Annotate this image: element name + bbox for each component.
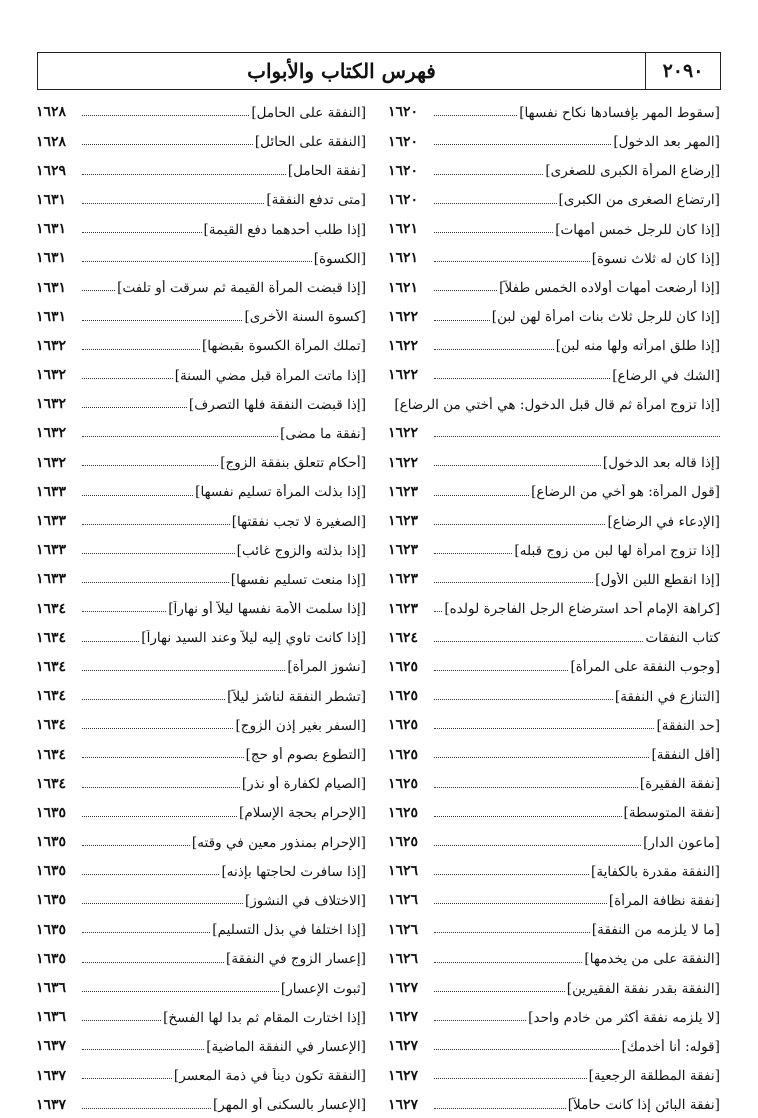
entry-title: [تملك المرأة الكسوة بقبضها] [201, 338, 366, 355]
index-entry [388, 680, 720, 709]
index-entry [388, 1001, 720, 1030]
entry-title: [قوله: أنا أخدمك] [621, 1038, 720, 1055]
entry-page-number: ١٦٣١ [36, 279, 67, 296]
entry-title: [إذا انقطع اللبن الأول] [595, 571, 720, 588]
index-entry [36, 96, 366, 125]
index-entry [388, 388, 720, 417]
entry-page-number: ١٦٣١ [36, 308, 67, 325]
entry-page-number: ١٦٣١ [36, 221, 67, 238]
entry-title: [إعسار الزوج في النفقة] [226, 951, 366, 968]
dot-leader [82, 874, 219, 875]
entry-title: [إذا سافرت لحاجتها بإذنه] [221, 863, 366, 880]
entry-page-number: ١٦٢٥ [388, 746, 419, 763]
entry-title: [إذا منعت تسليم نفسها] [230, 571, 366, 588]
entry-page-number: ١٦٢٨ [36, 104, 67, 121]
dot-leader [434, 670, 568, 671]
index-entry [388, 300, 720, 329]
index-entry [36, 680, 366, 709]
dot-leader [434, 232, 553, 233]
dot-leader [82, 553, 235, 554]
dot-leader [434, 465, 601, 466]
index-entry [388, 709, 720, 738]
index-entry [388, 563, 720, 592]
entry-title: [النفقة بقدر نفقة الفقيرين] [566, 980, 720, 997]
dot-leader [82, 670, 285, 671]
entry-title: [التنازع في النفقة] [614, 688, 720, 705]
dot-leader [82, 699, 225, 700]
entry-page-number: ١٦٣٧ [36, 1038, 67, 1055]
index-entry [388, 417, 720, 446]
dot-leader [82, 903, 243, 904]
entry-page-number: ١٦٣٤ [36, 775, 67, 792]
index-entry [36, 184, 366, 213]
dot-leader [82, 495, 193, 496]
dot-leader [82, 407, 187, 408]
index-entry [36, 534, 366, 563]
entry-title: [الاختلاف في النشوز] [244, 892, 366, 909]
entry-title: [قول المرأة: هو أخي من الرضاع] [531, 484, 720, 501]
entry-title: [الصيام لكفارة أو نذر] [241, 776, 366, 793]
entry-page-number: ١٦٢٦ [388, 921, 419, 938]
entry-title: [نفقة المطلقة الرجعية] [588, 1068, 720, 1085]
entry-page-number: ١٦٢٦ [388, 863, 419, 880]
entry-title: [إذا اختلفا في بذل التسليم] [212, 922, 366, 939]
entry-page-number: ١٦٣٤ [36, 658, 67, 675]
index-entry [388, 855, 720, 884]
dot-leader [434, 495, 529, 496]
index-entry [36, 388, 366, 417]
entry-title: [الشك في الرضاع] [612, 367, 720, 384]
dot-leader [82, 174, 286, 175]
entry-page-number: ١٦٢٣ [388, 483, 419, 500]
page-title: فهرس الكتاب والأبواب [247, 59, 436, 83]
entry-page-number: ١٦٢٧ [388, 980, 419, 997]
entry-title: [النفقة على الحامل] [251, 104, 366, 121]
entry-title: [نفقة المتوسطة] [623, 805, 720, 822]
entry-page-number: ١٦٢٦ [388, 892, 419, 909]
entry-title: [الكسوة] [313, 250, 366, 267]
entry-title: [سقوط المهر بإفساده‍ا نكاح نفسها] [519, 104, 720, 121]
entry-page-number: ١٦٢٢ [388, 337, 419, 354]
index-entry [388, 826, 720, 855]
index-entry [36, 1001, 366, 1030]
index-entry [36, 271, 366, 300]
entry-page-number: ١٦٣١ [36, 191, 67, 208]
entry-title: [الإحرام بمنذور معين في وقته] [191, 834, 366, 851]
dot-leader [434, 320, 490, 321]
entry-title: [نفقة الفقيرة] [639, 776, 720, 793]
entry-page-number: ١٦٣٥ [36, 950, 67, 967]
index-entry [388, 505, 720, 534]
index-entry [36, 475, 366, 504]
entry-title: [الإعسار في النفقة الماضية] [206, 1038, 366, 1055]
index-entry [388, 651, 720, 680]
index-column-right [388, 96, 720, 1118]
dot-leader [434, 378, 610, 379]
entry-title: [إذا بذلت المرأة تسليم نفسها] [195, 484, 366, 501]
index-entry [36, 1059, 366, 1088]
dot-leader [82, 203, 264, 204]
entry-title: [إرضاع المرأة الكبرى للصغرى] [545, 163, 720, 180]
dot-leader [82, 787, 240, 788]
dot-leader [82, 1108, 211, 1109]
entry-page-number: ١٦٢٣ [388, 600, 419, 617]
entry-page-number: ١٦٣٤ [36, 717, 67, 734]
index-entry [36, 330, 366, 359]
index-entry [388, 534, 720, 563]
entry-title: [الإدعاء في الرضاع] [607, 513, 720, 530]
dot-leader [82, 1020, 161, 1021]
index-entry [36, 738, 366, 767]
entry-title: [متى تدفع النفقة] [266, 192, 366, 209]
entry-page-number: ١٦٣٤ [36, 629, 67, 646]
dot-leader [434, 115, 517, 116]
entry-page-number: ١٦٣٢ [36, 454, 67, 471]
entry-page-number: ١٦٣٤ [36, 746, 67, 763]
entry-title: [الصغيرة لا تجب نفقتها] [231, 513, 366, 530]
index-entry [388, 1059, 720, 1088]
entry-title: [إذا كان للرجل ثلاث بنات امرأة لهن لبن] [491, 309, 720, 326]
index-entry [36, 359, 366, 388]
entry-page-number: ١٦٣٣ [36, 542, 67, 559]
index-entry [388, 913, 720, 942]
entry-title: [نفقة ما مضى] [280, 425, 366, 442]
index-entry [388, 359, 720, 388]
entry-title: [وجوب النفقة على المرأة] [570, 659, 720, 676]
dot-leader [82, 261, 312, 262]
dot-leader [82, 290, 115, 291]
entry-page-number: ١٦٢٠ [388, 104, 419, 121]
index-entry [388, 942, 720, 971]
index-entry [36, 213, 366, 242]
index-entry [388, 738, 720, 767]
entry-title: [ماعون الدار] [643, 834, 720, 851]
index-entry [388, 884, 720, 913]
dot-leader [434, 1078, 587, 1079]
entry-title: [إذا بذلته والزوج غائب] [236, 542, 366, 559]
index-entry [36, 709, 366, 738]
dot-leader [434, 816, 622, 817]
dot-leader [434, 261, 590, 262]
entry-page-number: ١٦٢٤ [388, 629, 419, 646]
dot-leader [82, 932, 210, 933]
entry-page-number: ١٦٣٢ [36, 396, 67, 413]
index-entry [36, 913, 366, 942]
entry-title: [إذا قبضت النفقة فلها التصرف] [188, 396, 366, 413]
entry-title: [إذا كان له ثلاث نسوة] [591, 250, 720, 267]
dot-leader [434, 1049, 619, 1050]
dot-leader [434, 349, 554, 350]
index-entry [36, 154, 366, 183]
index-entry [388, 1030, 720, 1059]
entry-title: [نفقة الحامل] [287, 163, 366, 180]
dot-leader [434, 757, 649, 758]
entry-title: [إذا سلمت الأمة نفسها ليلاً أو نهاراً] [168, 601, 366, 618]
dot-leader [82, 757, 244, 758]
entry-title: [إذا ماتت المرأة قبل مضي السنة] [174, 367, 366, 384]
index-entry [36, 417, 366, 446]
dot-leader [82, 144, 253, 145]
entry-page-number: ١٦٣٢ [36, 367, 67, 384]
entry-page-number: ١٦٢٢ [388, 308, 419, 325]
dot-leader [82, 1049, 204, 1050]
dot-leader [82, 232, 202, 233]
entry-title: [نفقة نظافة المرأة] [608, 892, 720, 909]
entry-title: [التطوع بصوم أو حج] [245, 747, 366, 763]
entry-page-number: ١٦٣٢ [36, 337, 67, 354]
entry-page-number: ١٦٣٧ [36, 1096, 67, 1113]
entry-title: [إذا طلق امرأته ولها منه لبن] [555, 338, 720, 355]
entry-page-number: ١٦٣٦ [36, 980, 67, 997]
entry-page-number: ١٦٣٣ [36, 571, 67, 588]
entry-title: [تشطر النفقة لناشز ليلاً] [227, 688, 366, 705]
page-number: ٢٠٩٠ [645, 53, 720, 89]
entry-page-number: ١٦٢٧ [388, 1038, 419, 1055]
index-entry [36, 592, 366, 621]
index-entry [388, 592, 720, 621]
entry-page-number: ١٦٢١ [388, 250, 419, 267]
entry-page-number: ١٦٢٣ [388, 571, 419, 588]
dot-leader [82, 465, 218, 466]
index-entry [36, 1030, 366, 1059]
entry-title: [النفقة على الحائل] [254, 134, 366, 151]
entry-title: [إذا كان للرجل خمس أمهات] [555, 221, 720, 238]
entry-title: [كراهة الإمام أحد استرضاع الرجل الفاجرة لولده] [444, 601, 720, 618]
entry-title: [إذا أرضعت أمهات أولاده الخمس طفلاً] [499, 280, 720, 296]
index-entry [388, 330, 720, 359]
entry-title: [الإعسار بالسكنى أو المهر] [212, 1097, 366, 1114]
entry-page-number: ١٦٢٠ [388, 191, 419, 208]
entry-title: [ثبوت الإعسار] [280, 980, 366, 997]
dot-leader [82, 816, 237, 817]
entry-page-number: ١٦٢٦ [388, 950, 419, 967]
dot-leader [434, 845, 641, 846]
index-entry [36, 505, 366, 534]
dot-leader [82, 349, 200, 350]
index-entry [388, 125, 720, 154]
entry-title: [حد النفقة] [656, 717, 720, 734]
entry-title: [أقل النفقة] [651, 747, 720, 763]
index-entry [36, 621, 366, 650]
entry-title: [إذا كانت تاوي إليه ليلاً وعند السيد نهاراً] [141, 630, 366, 647]
entry-page-number: ١٦٢٣ [388, 513, 419, 530]
dot-leader [434, 582, 593, 583]
index-entry [36, 826, 366, 855]
entry-title: [إذا اختارت المقام ثم بدا لها الفسخ] [163, 1009, 366, 1026]
entry-page-number: ١٦٢٠ [388, 133, 419, 150]
index-entry [388, 154, 720, 183]
index-entry [388, 972, 720, 1001]
entry-page-number: ١٦٢٧ [388, 1096, 419, 1113]
index-entry [388, 271, 720, 300]
dot-leader [434, 962, 582, 963]
index-entry [388, 96, 720, 125]
index-entry [36, 242, 366, 271]
dot-leader [434, 611, 442, 612]
entry-page-number: ١٦٣٣ [36, 483, 67, 500]
entry-page-number: ١٦٣٥ [36, 804, 67, 821]
dot-leader [434, 903, 607, 904]
dot-leader [82, 611, 166, 612]
entry-page-number: ١٦٢٩ [36, 162, 67, 179]
dot-leader [434, 553, 512, 554]
dot-leader [434, 699, 613, 700]
entry-page-number: ١٦٣٣ [36, 513, 67, 530]
entry-page-number: ١٦٢٥ [388, 688, 419, 705]
entry-title: [كسوة السنة الأخرى] [244, 309, 366, 326]
dot-leader [82, 728, 233, 729]
index-entry [36, 855, 366, 884]
entry-page-number: ١٦٣٤ [36, 600, 67, 617]
dot-leader [434, 524, 605, 525]
entry-page-number: ١٦٢٣ [388, 542, 419, 559]
index-entry [36, 651, 366, 680]
dot-leader [434, 1020, 526, 1021]
entry-page-number: ١٦٣٥ [36, 921, 67, 938]
dot-leader [434, 290, 497, 291]
entry-page-number: ١٦٢٥ [388, 804, 419, 821]
dot-leader [434, 1108, 566, 1109]
dot-leader [82, 991, 279, 992]
index-entry [388, 242, 720, 271]
entry-title: [لا يلزمه نفقة أكثر من خادم واحد] [528, 1009, 720, 1026]
entry-title: [نشوز المرأة] [287, 659, 366, 676]
index-entry [388, 213, 720, 242]
entry-title: كتاب النفقات [645, 630, 720, 647]
entry-page-number: ١٦٢١ [388, 279, 419, 296]
entry-page-number: ١٦٣٦ [36, 1009, 67, 1026]
dot-leader [434, 641, 643, 642]
entry-page-number: ١٦٢٧ [388, 1067, 419, 1084]
index-entry [36, 446, 366, 475]
dot-leader [434, 436, 720, 437]
dot-leader [82, 320, 242, 321]
index-entry [36, 884, 366, 913]
entry-page-number: ١٦٢٢ [388, 425, 419, 442]
index-entry [36, 767, 366, 796]
dot-leader [434, 174, 543, 175]
entry-page-number: ١٦٢٥ [388, 775, 419, 792]
entry-page-number: ١٦٢٢ [388, 367, 419, 384]
dot-leader [434, 874, 589, 875]
index-entry [388, 475, 720, 504]
entry-title: [ارتضاع الصغرى من الكبرى] [558, 192, 720, 209]
dot-leader [82, 436, 278, 437]
entry-title: [النفقة على من يخدمها] [584, 951, 720, 968]
page-header [37, 52, 721, 90]
entry-page-number: ١٦٣٥ [36, 863, 67, 880]
entry-page-number: ١٦٢٥ [388, 717, 419, 734]
entry-page-number: ١٦٣١ [36, 250, 67, 267]
dot-leader [434, 787, 638, 788]
dot-leader [82, 962, 224, 963]
index-entry [388, 767, 720, 796]
entry-page-number: ١٦٢٥ [388, 834, 419, 851]
entry-title: [ما لا يلزمه من النفقة] [591, 922, 720, 939]
dot-leader [82, 115, 249, 116]
dot-leader [82, 524, 230, 525]
entry-page-number: ١٦٢٥ [388, 658, 419, 675]
dot-leader [82, 641, 139, 642]
index-entry [36, 563, 366, 592]
entry-title: [إذا قبضت المرأة القيمة ثم سرقت أو تلفت] [117, 280, 366, 296]
dot-leader [82, 845, 190, 846]
entry-page-number: ١٦٣٢ [36, 425, 67, 442]
dot-leader [434, 932, 590, 933]
index-entry [36, 300, 366, 329]
index-entry [388, 621, 720, 650]
index-entry [36, 797, 366, 826]
entry-page-number: ١٦٢٨ [36, 133, 67, 150]
index-entry [388, 446, 720, 475]
index-entry [36, 972, 366, 1001]
entry-title: [السفر بغير إذن الزوج] [235, 717, 366, 734]
index-column-left [36, 96, 366, 1118]
entry-title: [إذا طلب أحدهما دفع القيمة] [203, 221, 366, 238]
entry-title: [إذا تزوج امرأة ثم قال قبل الدخول: هي أختي من الرضاع] [394, 396, 720, 413]
dot-leader [434, 991, 565, 992]
entry-page-number: ١٦٢٧ [388, 1009, 419, 1026]
dot-leader [82, 1078, 172, 1079]
index-entry [388, 797, 720, 826]
dot-leader [434, 728, 654, 729]
dot-leader [434, 144, 611, 145]
entry-title: [النفقة تكون ديناً في ذمة المعسر] [173, 1068, 366, 1085]
dot-leader [434, 203, 557, 204]
entry-title: [المهر بعد الدخول] [613, 134, 720, 151]
entry-page-number: ١٦٣٤ [36, 688, 67, 705]
entry-title: [نفقة البائن إذا كانت حاملاً] [567, 1097, 720, 1114]
dot-leader [82, 378, 173, 379]
entry-page-number: ١٦٣٥ [36, 892, 67, 909]
entry-page-number: ١٦٢٢ [388, 454, 419, 471]
dot-leader [82, 582, 229, 583]
index-entry [388, 184, 720, 213]
entry-title: [إذا قاله بعد الدخول] [602, 455, 720, 472]
entry-page-number: ١٦٣٧ [36, 1067, 67, 1084]
entry-title: [إذا تزوج امرأة لها لبن من زوج قبله] [514, 542, 720, 559]
entry-title: [النفقة مقدرة بالكفاية] [591, 863, 720, 880]
entry-title: [أحكام تتعلق بنفقة الزوج] [220, 455, 366, 472]
entry-page-number: ١٦٢١ [388, 221, 419, 238]
index-entry [36, 942, 366, 971]
index-entry [36, 125, 366, 154]
entry-page-number: ١٦٣٥ [36, 834, 67, 851]
entry-page-number: ١٦٢٠ [388, 162, 419, 179]
entry-title: [الإحرام بحجة الإسلام] [239, 805, 366, 822]
